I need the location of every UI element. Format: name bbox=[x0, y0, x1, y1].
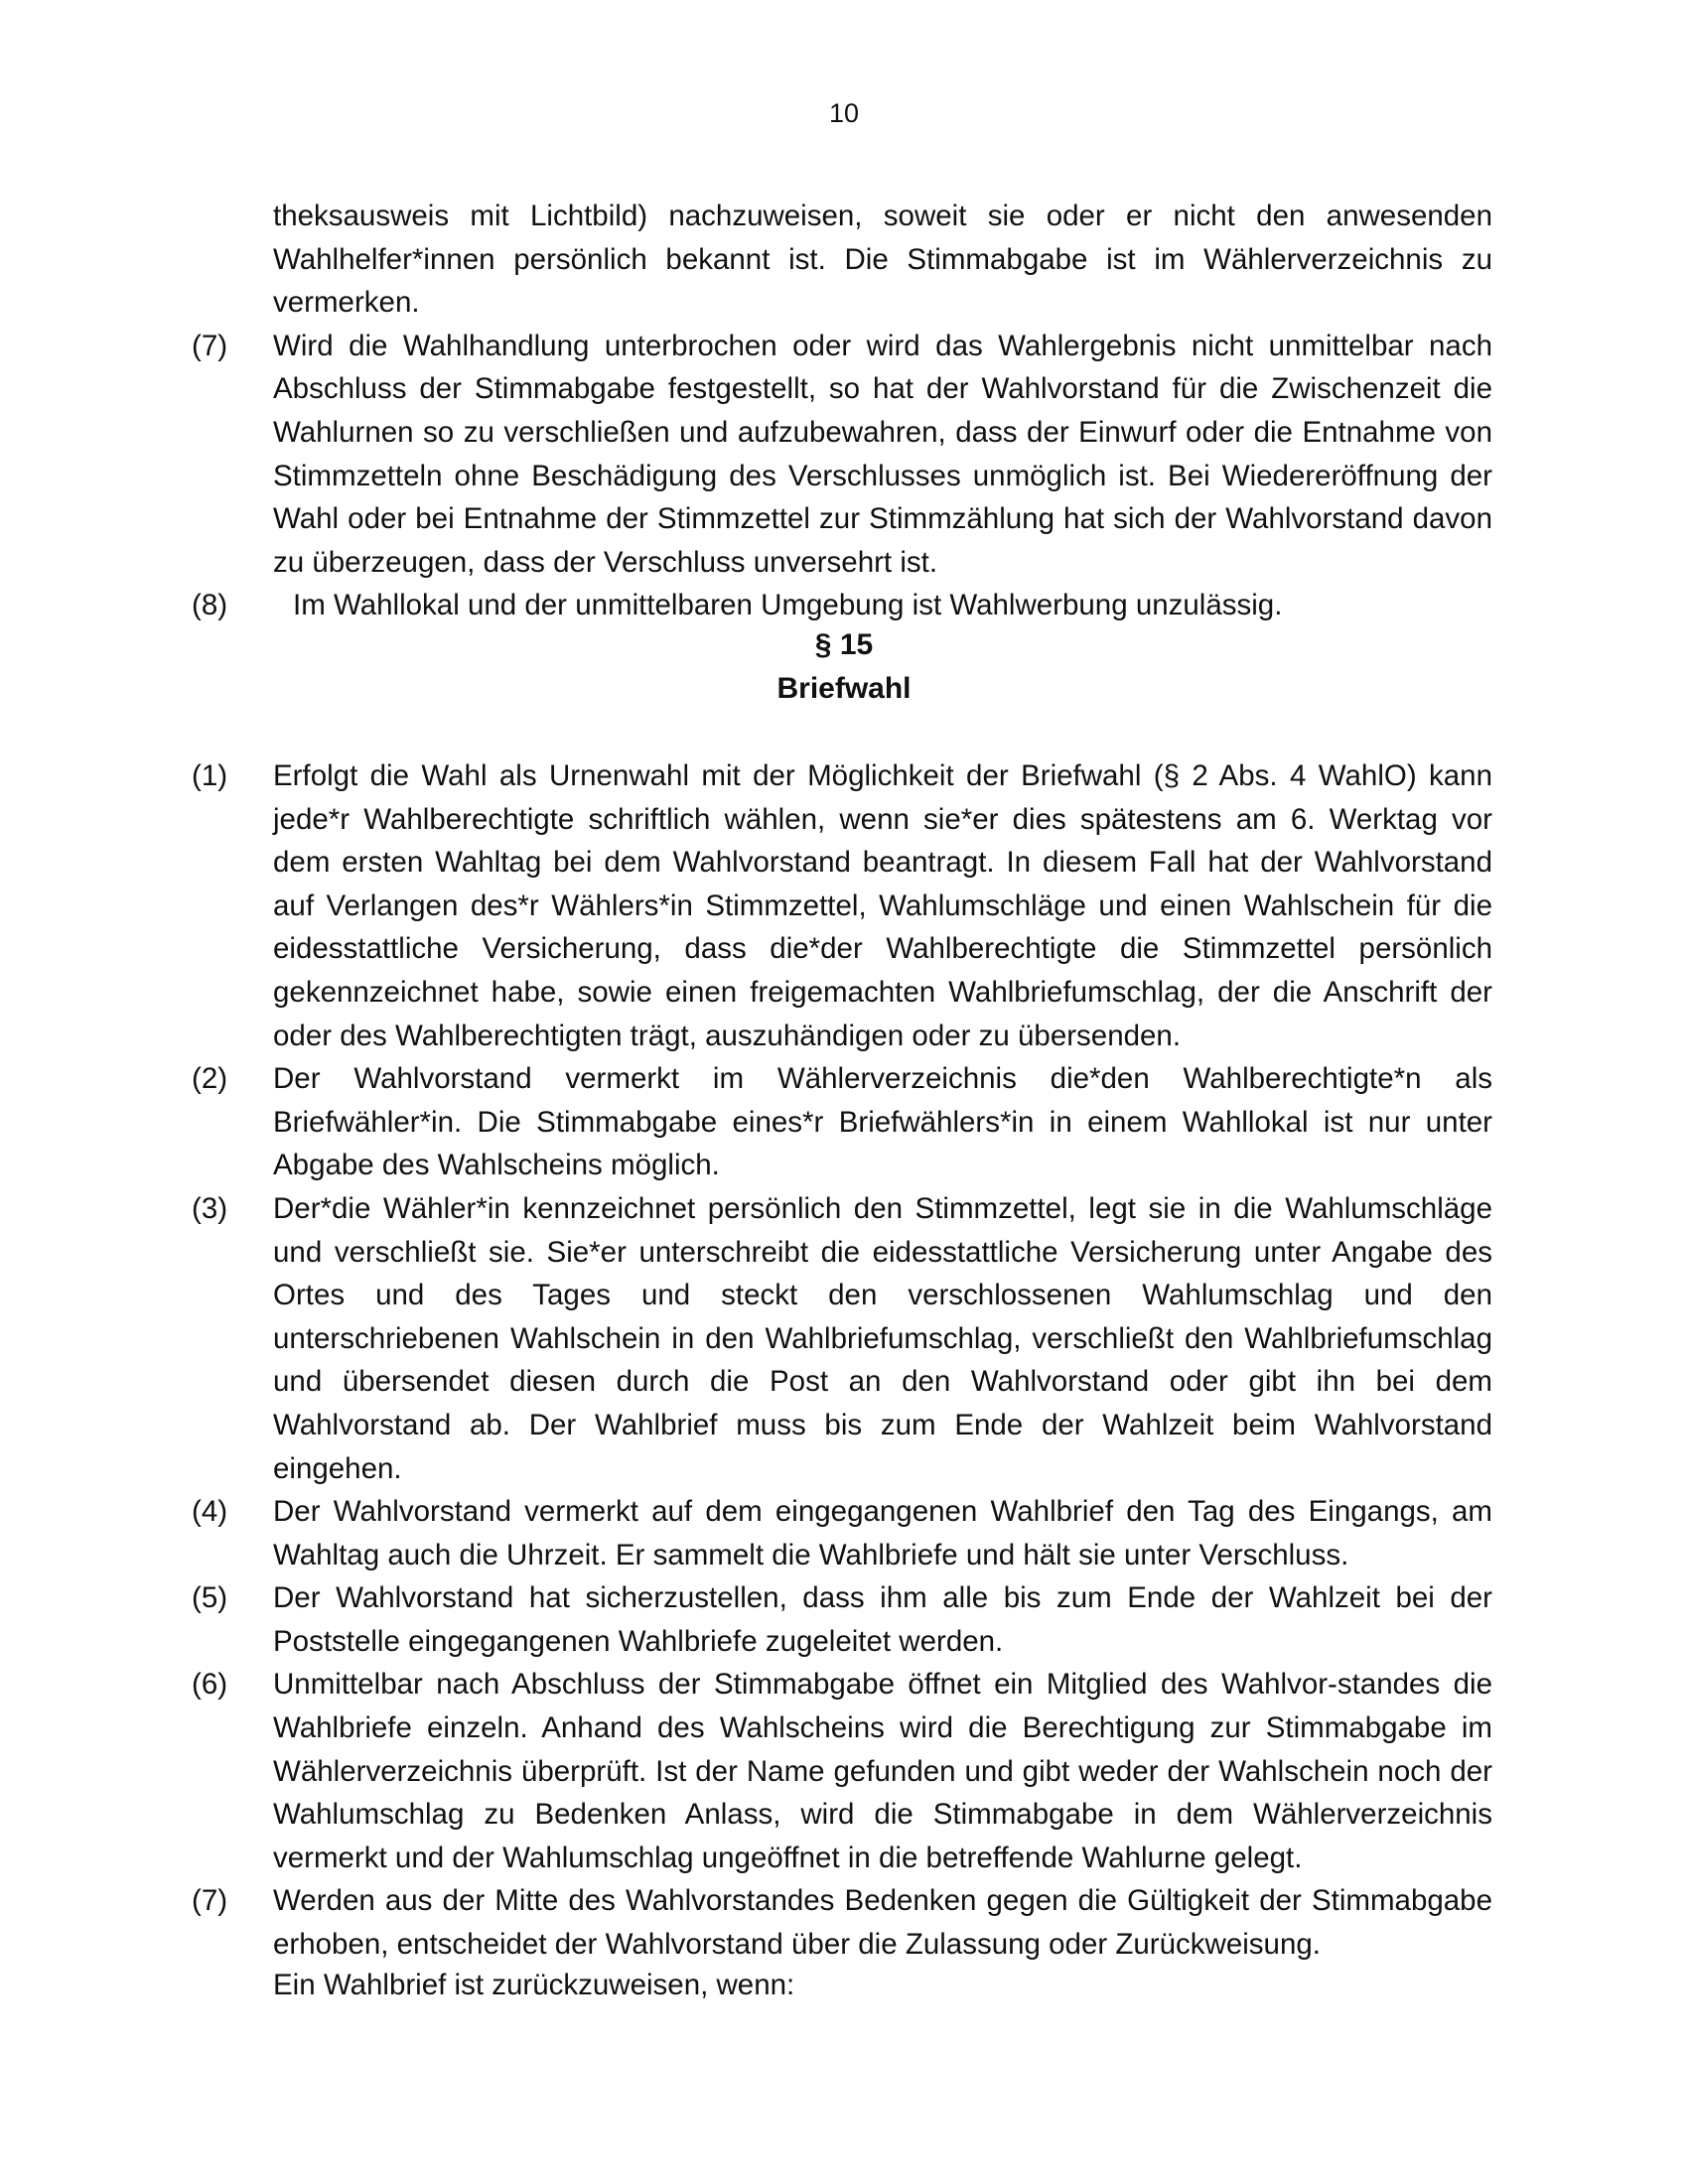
paragraph-3 bbox=[192, 1187, 1492, 1490]
paragraph-7-briefwahl bbox=[192, 1879, 1492, 1966]
paragraph-number: (2) bbox=[192, 1062, 228, 1096]
paragraph-number: (7) bbox=[192, 1884, 228, 1918]
continuation-text: theksausweis mit Lichtbild) nachzuweisen, soweit sie oder er nicht den anwesenden Wahlhelfer*innen persönlich bekannt ist. Die Stimmabgabe ist im Wählerverzeichnis zu vermerken. bbox=[273, 200, 1492, 320]
paragraph-text: Unmittelbar nach Abschluss der Stimmabgabe öffnet ein Mitglied des Wahlvor-standes die Wahlbriefe einzeln. Anhand des Wahlscheins wird die Berechtigung zur Stimmabgabe im Wählerverzeichnis überprüft. Ist der Name gefunden und gibt weder der Wahlschein noch der Wahlumschlag zu Bedenken Anlass, wird die Stimmabgabe in dem Wählerverzeichnis vermerkt und der Wahlumschlag ungeöffnet in die betreffende Wahlurne gelegt. bbox=[273, 1668, 1492, 1874]
closing-paragraph bbox=[192, 1964, 1492, 2007]
paragraph-4 bbox=[192, 1490, 1492, 1576]
paragraph-number: (1) bbox=[192, 759, 228, 792]
paragraph-text: Der*die Wähler*in kennzeichnet persönlich den Stimmzettel, legt sie in die Wahlumschläge und verschließt sie. Sie*er unterschreibt die eidesstattliche Versicherung unter Angabe des Ortes und des Tages und steckt den verschlossenen Wahlumschlag und den unterschriebenen Wahlschein in den Wahlbriefumschlag, verschließt den Wahlbriefumschlag und übersendet diesen durch die Post an den Wahlvorstand oder gibt ihn bei dem Wahlvorstand ab. Der Wahlbrief muss bis zum Ende der Wahlzeit beim Wahlvorstand eingehen. bbox=[273, 1191, 1492, 1485]
closing-text: Ein Wahlbrief ist zurückzuweisen, wenn: bbox=[273, 1969, 795, 2001]
paragraph-number: (8) bbox=[192, 589, 228, 622]
paragraph-1 bbox=[192, 754, 1492, 1057]
paragraph-text: Im Wahllokal und der unmittelbaren Umgebung ist Wahlwerbung unzulässig. bbox=[293, 589, 1283, 622]
continuation-paragraph bbox=[192, 195, 1492, 325]
section-15-body bbox=[192, 754, 1492, 1967]
paragraph-number: (7) bbox=[192, 329, 228, 362]
paragraph-text: Der Wahlvorstand vermerkt im Wählerverzeichnis die*den Wahlberechtigte*n als Briefwähler*in. Die Stimmabgabe eines*r Briefwählers*in in einem Wahllokal ist nur unter Abgabe des Wahlscheins möglich. bbox=[273, 1062, 1492, 1182]
paragraph-number: (4) bbox=[192, 1495, 228, 1529]
paragraph-text: Werden aus der Mitte des Wahlvorstandes Bedenken gegen die Gültigkeit der Stimmabgabe erhoben, entscheidet der Wahlvorstand über die Zulassung oder Zurückweisung. bbox=[273, 1884, 1492, 1962]
paragraph-2 bbox=[192, 1057, 1492, 1187]
paragraph-number: (3) bbox=[192, 1191, 228, 1225]
paragraph-number: (6) bbox=[192, 1668, 228, 1702]
closing-block bbox=[192, 1964, 1492, 2007]
section-14-continuation bbox=[192, 195, 1492, 627]
paragraph-text: Der Wahlvorstand vermerkt auf dem eingegangenen Wahlbrief den Tag des Eingangs, am Wahltag auch die Uhrzeit. Er sammelt die Wahlbriefe und hält sie unter Verschluss. bbox=[273, 1495, 1492, 1571]
page-number: 10 bbox=[828, 98, 860, 128]
paragraph-5 bbox=[192, 1576, 1492, 1663]
paragraph-7 bbox=[192, 325, 1492, 585]
paragraph-text: Erfolgt die Wahl als Urnenwahl mit der Möglichkeit der Briefwahl (§ 2 Abs. 4 WahlO) kann jede*r Wahlberechtigte schriftlich wählen, wenn sie*er dies spätestens am 6. Werktag vor dem ersten Wahltag bei dem Wahlvorstand beantragt. In diesem Fall hat der Wahlvorstand auf Verlangen des*r Wählers*in Stimmzettel, Wahlumschläge und einen Wahlschein für die eidesstattliche Versicherung, dass die*der Wahlberechtigte die Stimmzettel persönlich gekennzeichnet habe, sowie einen freigemachten Wahlbriefumschlag, der die Anschrift der oder des Wahlberechtigten trägt, auszuhändigen oder zu übersenden. bbox=[273, 759, 1492, 1052]
paragraph-text: Wird die Wahlhandlung unterbrochen oder wird das Wahlergebnis nicht unmittelbar nach Abschluss der Stimmabgabe festgestellt, so hat der Wahlvorstand für die Zwischenzeit die Wahlurnen so zu verschließen und aufzubewahren, dass der Einwurf oder die Entnahme von Stimmzetteln ohne Beschädigung des Verschlusses unmöglich ist. Bei Wiedereröffnung der Wahl oder bei Entnahme der Stimmzettel zur Stimmzählung hat sich der Wahlvorstand davon zu überzeugen, dass der Verschluss unversehrt ist. bbox=[273, 329, 1492, 579]
paragraph-8 bbox=[192, 584, 1492, 627]
paragraph-6 bbox=[192, 1663, 1492, 1879]
section-title: Briefwahl bbox=[776, 672, 912, 705]
paragraph-text: Der Wahlvorstand hat sicherzustellen, dass ihm alle bis zum Ende der Wahlzeit bei der Poststelle eingegangenen Wahlbriefe zugeleitet werden. bbox=[273, 1581, 1492, 1658]
section-number: § 15 bbox=[814, 628, 874, 661]
paragraph-number: (5) bbox=[192, 1581, 228, 1615]
